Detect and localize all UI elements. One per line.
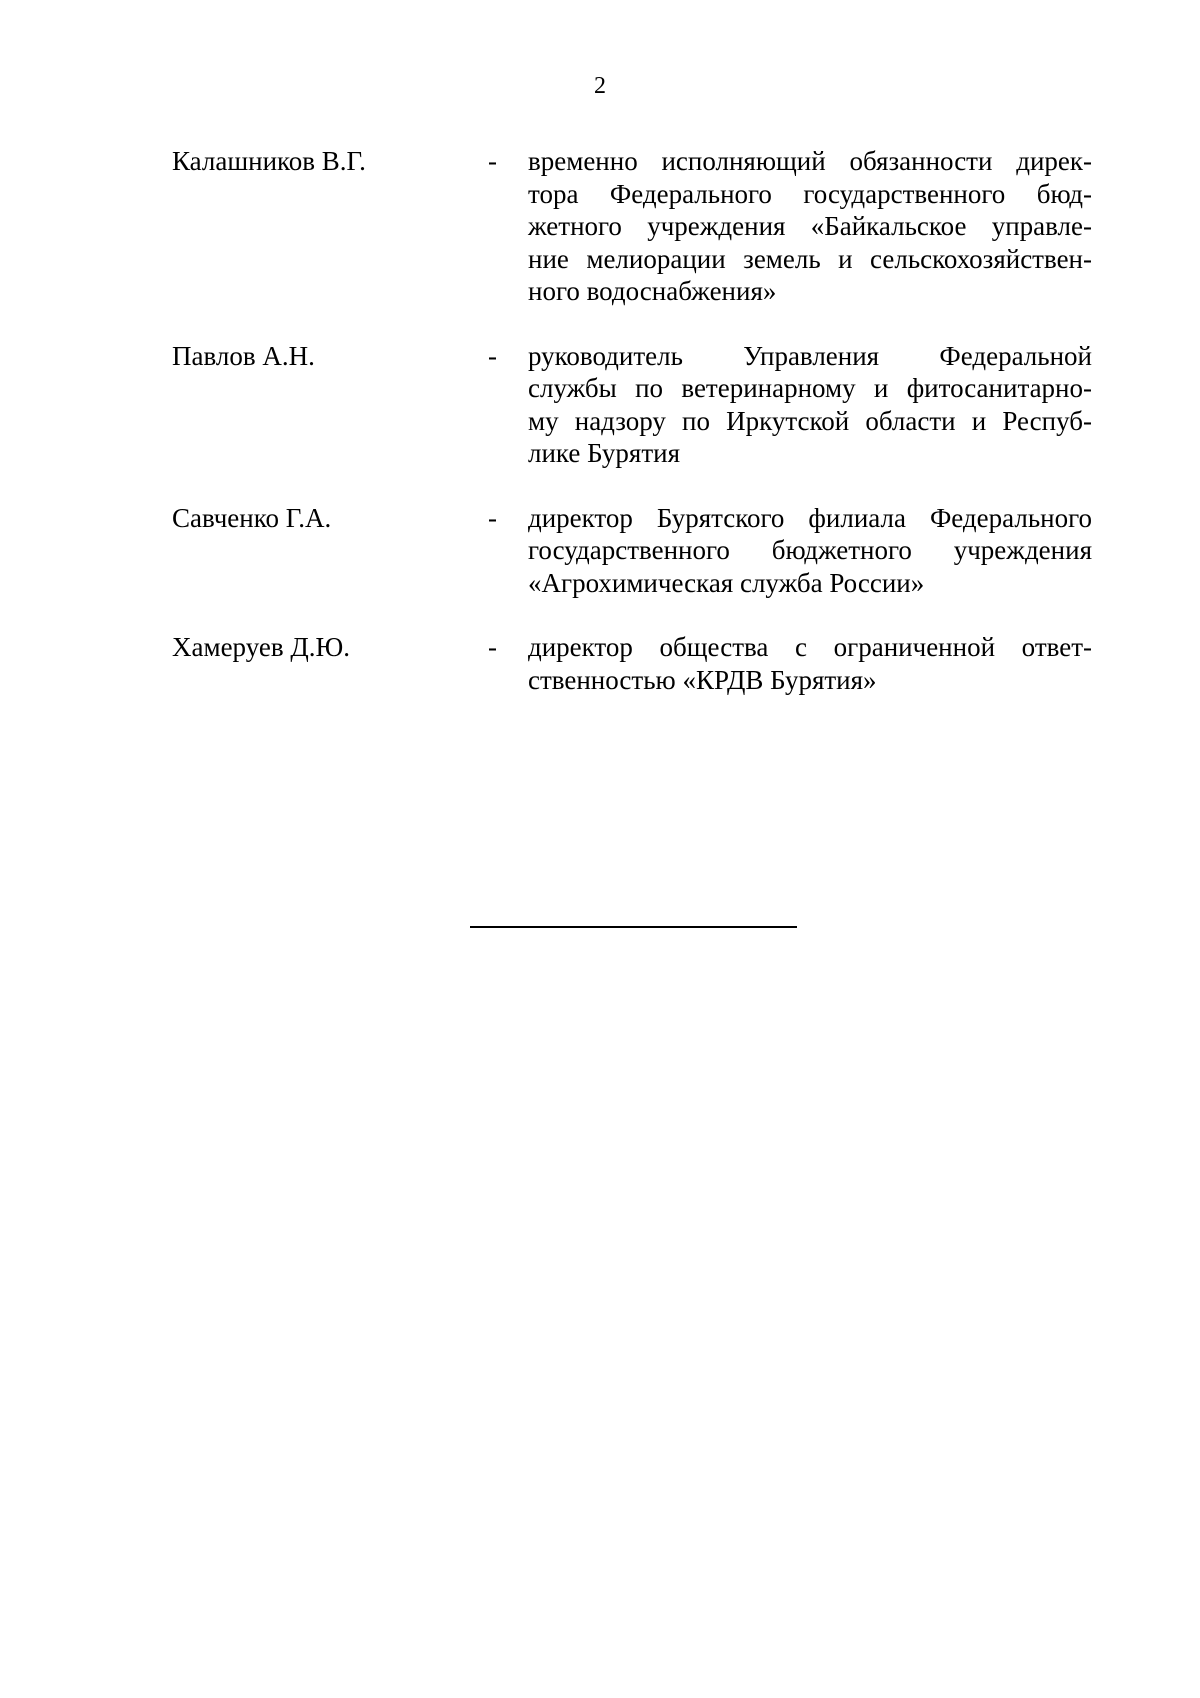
role-line: службы по ветеринарному и фитосанитарно-: [528, 373, 1092, 403]
person-name: Хамеруев Д.Ю.: [172, 632, 350, 662]
role-line: лике Бурятия: [528, 438, 681, 468]
role-line: жетного учреждения «Байкальское управле-: [528, 211, 1092, 241]
role-line: временно исполняющий обязанности дирек-: [528, 146, 1092, 176]
role-line: директор Бурятского филиала Федерального: [528, 502, 1092, 533]
role-line: тора Федерального государственного бюд-: [528, 178, 1092, 209]
role-line: руководитель Управления Федеральной: [528, 340, 1092, 371]
dash-separator: -: [488, 340, 497, 371]
role-description: [528, 502, 1092, 600]
role-line: ние мелиорации земель и сельскохозяйствен-: [528, 243, 1092, 274]
list-item: [172, 145, 1092, 308]
dash-separator: -: [488, 502, 497, 533]
role-description: [528, 631, 1092, 696]
role-line: му надзору по Иркутской области и Респуб-: [528, 405, 1092, 436]
dash-separator: -: [488, 146, 497, 176]
role-description: [528, 340, 1092, 470]
list-item: [172, 502, 1092, 600]
role-line: ного водоснабжения»: [528, 276, 777, 306]
page-number: 2: [594, 73, 606, 99]
entries-list: [172, 145, 1092, 696]
role-description: [528, 145, 1092, 308]
role-line: «Агрохимическая служба России»: [528, 567, 925, 598]
person-name: Савченко Г.А.: [172, 502, 332, 533]
role-line: ственностью «КРДВ Бурятия»: [528, 664, 877, 695]
person-name: Павлов А.Н.: [172, 340, 315, 371]
role-line: директор общества с ограниченной ответ-: [528, 632, 1092, 662]
person-name: Калашников В.Г.: [172, 146, 366, 176]
dash-separator: -: [488, 632, 497, 662]
role-line: государственного бюджетного учреждения: [528, 535, 1092, 565]
end-separator-line: [470, 926, 797, 928]
list-item: [172, 631, 1092, 696]
list-item: [172, 340, 1092, 470]
